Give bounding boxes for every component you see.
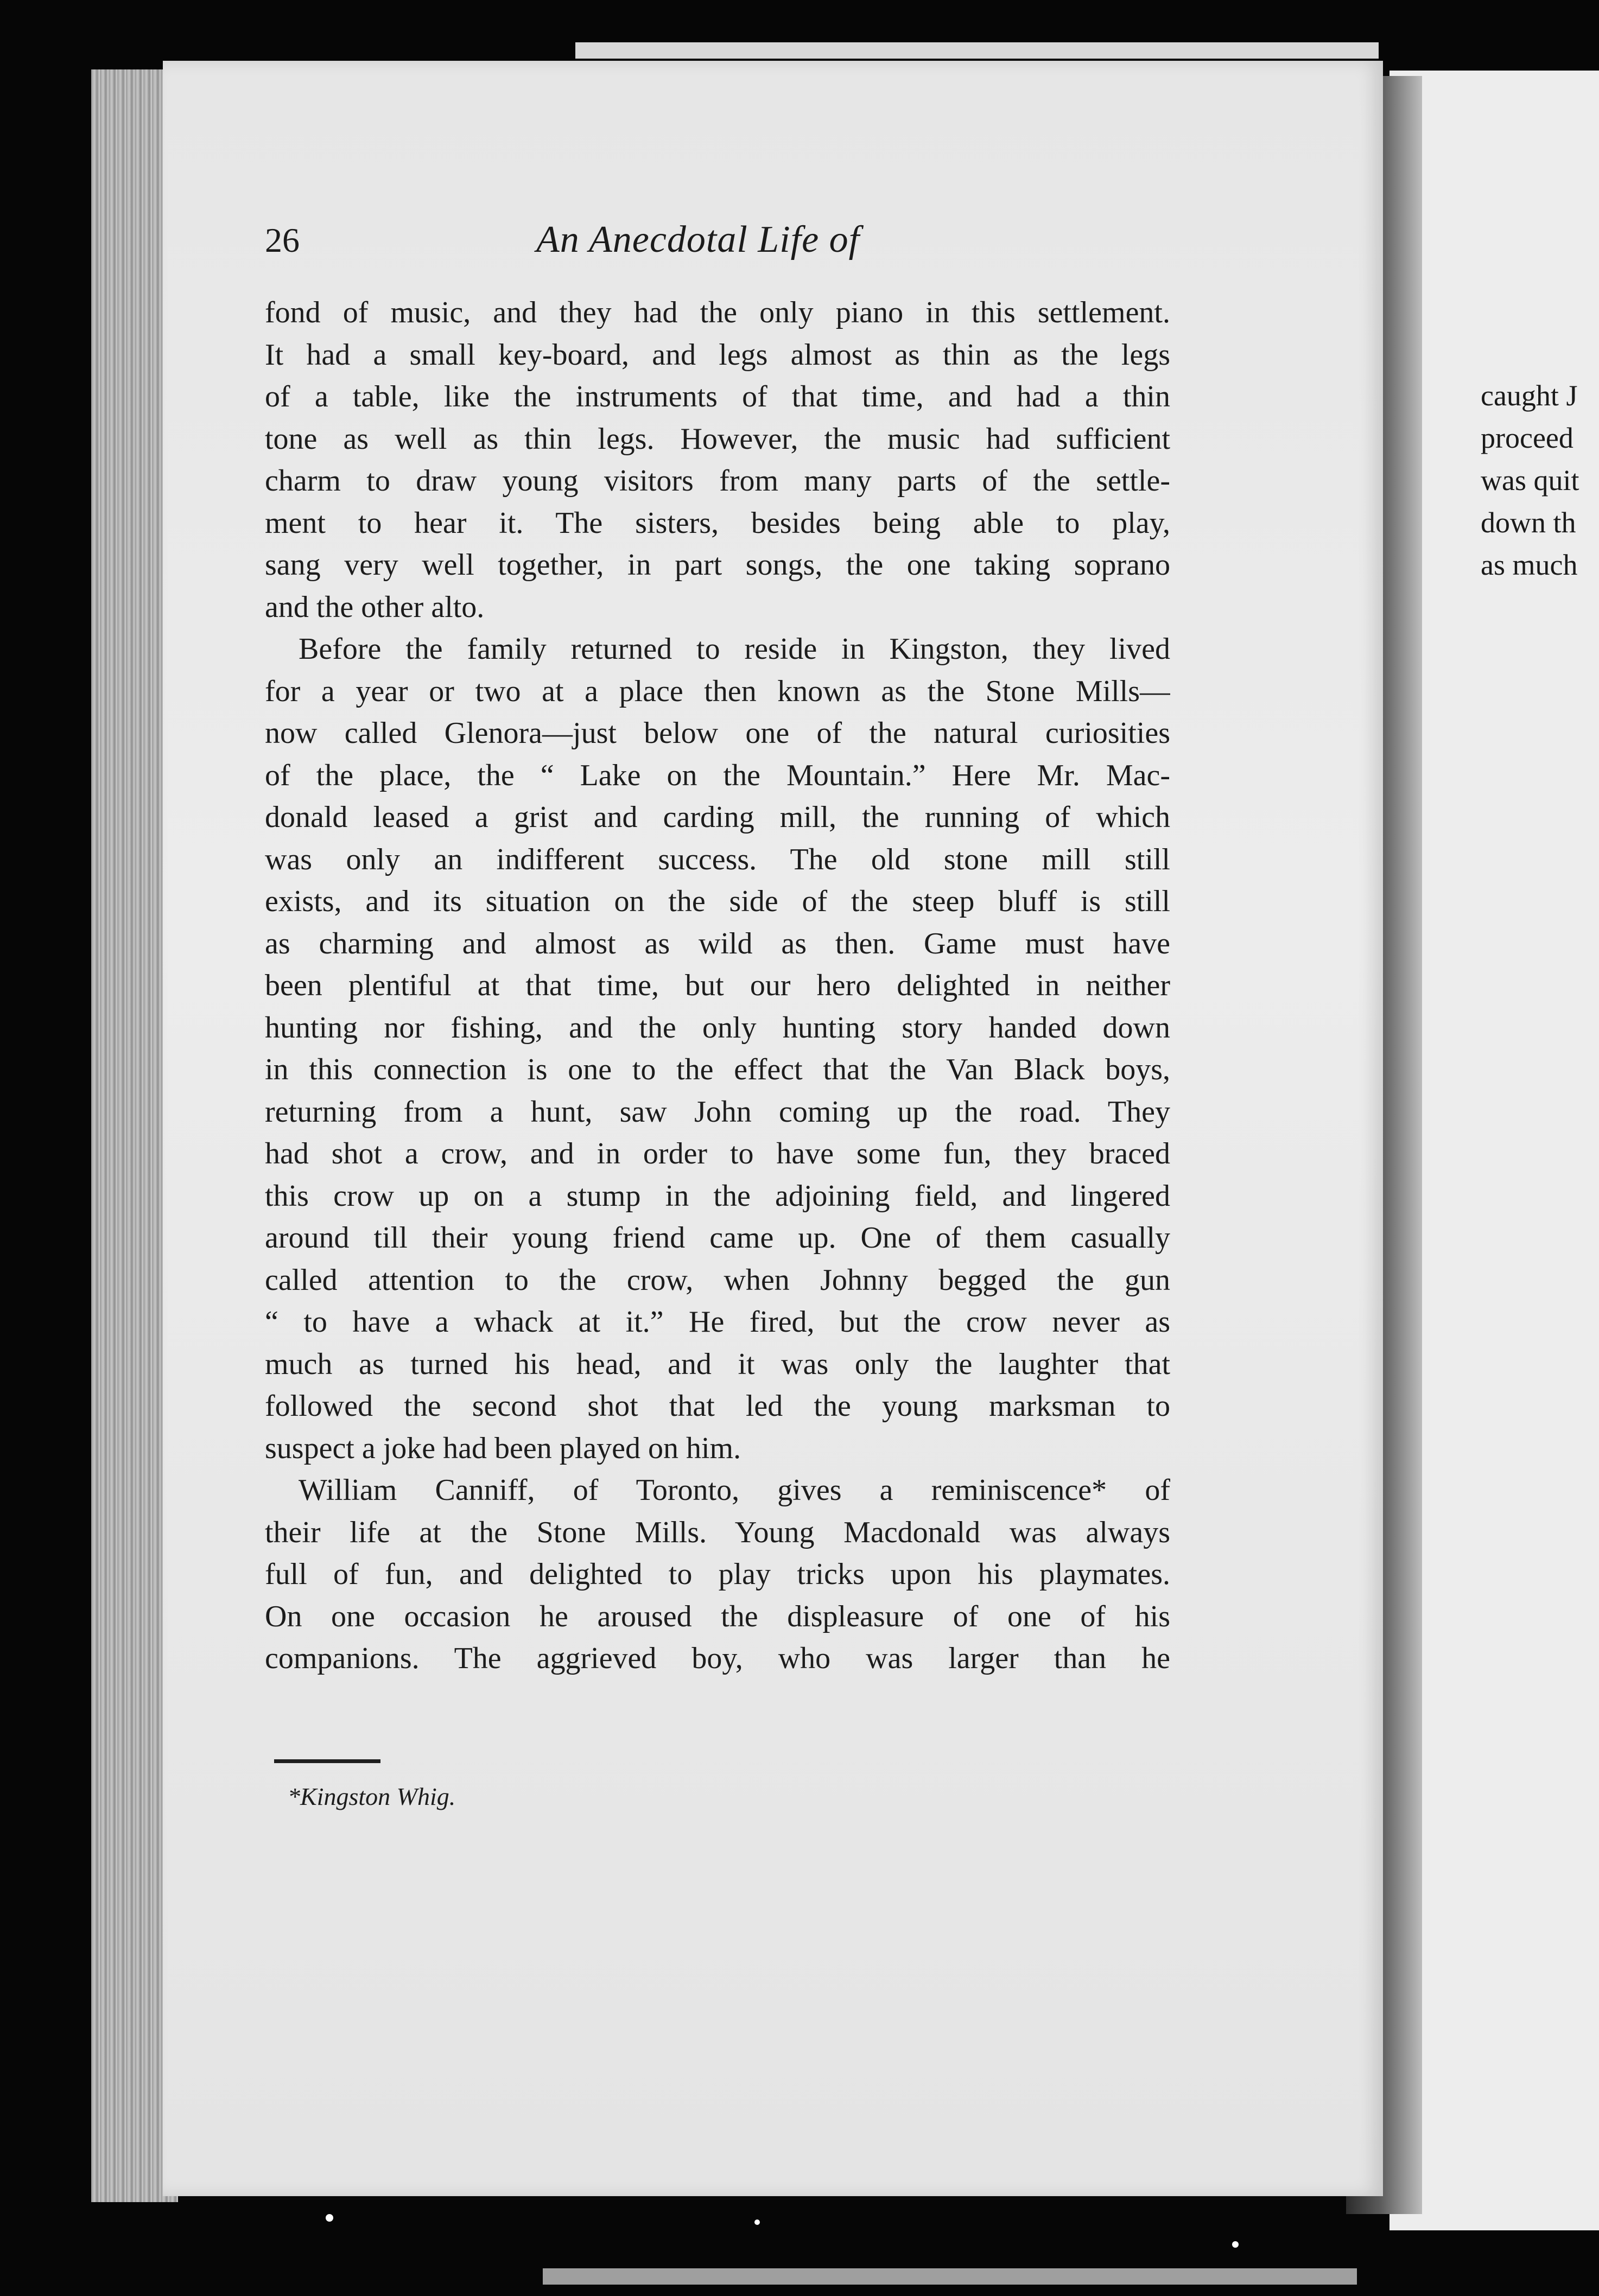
text-line: suspect a joke had been played on him. (265, 1431, 741, 1465)
running-title: An Anecdotal Life of (536, 219, 860, 260)
facing-line: proceed (1481, 422, 1573, 454)
text-line: tone as well as thin legs. However, the music had sufficient (265, 422, 1170, 456)
text-line: their life at the Stone Mills. Young Macdonald was always (265, 1515, 1170, 1549)
text-line: been plentiful at that time, but our hero delighted in neither (265, 969, 1170, 1002)
facing-line: down th (1481, 506, 1576, 539)
text-line: of the place, the “ Lake on the Mountain.” Here Mr. Mac- (265, 758, 1170, 792)
scan-speck (754, 2219, 760, 2225)
text-line: Before the family returned to reside in Kingston, they lived (299, 632, 1170, 666)
text-line: donald leased a grist and carding mill, the running of which (265, 800, 1170, 834)
text-line: much as turned his head, and it was only the laughter that (265, 1347, 1170, 1381)
text-line: fond of music, and they had the only piano in this settlement. (265, 296, 1170, 329)
text-line: for a year or two at a place then known as the Stone Mills— (265, 674, 1170, 708)
scan-speck (1232, 2241, 1239, 2248)
body-text (265, 292, 1170, 1680)
page-header (265, 216, 1188, 265)
page-top-edge (575, 42, 1379, 59)
facing-line: caught J (1481, 379, 1578, 412)
facing-page-text (1481, 374, 1599, 586)
footnote-rule (274, 1759, 380, 1763)
text-line: followed the second shot that led the young marksman to (265, 1389, 1170, 1423)
text-line: and the other alto. (265, 590, 485, 624)
text-line: On one occasion he aroused the displeasure of one of his (265, 1599, 1170, 1633)
text-line: was only an indifferent success. The old stone mill still (265, 842, 1170, 876)
scan-speck (326, 2214, 333, 2222)
facing-line: as much (1481, 549, 1578, 581)
text-line: of a table, like the instruments of that time, and had a thin (265, 380, 1170, 414)
text-line: in this connection is one to the effect that the Van Black boys, (265, 1053, 1170, 1086)
text-line: returning from a hunt, saw John coming up the road. They (265, 1095, 1170, 1129)
text-line: this crow up on a stump in the adjoining field, and lingered (265, 1179, 1170, 1213)
text-line: around till their young friend came up. One of them casually (265, 1221, 1170, 1255)
footnote: *Kingston Whig. (288, 1783, 456, 1810)
text-line: It had a small key-board, and legs almost as thin as the legs (265, 338, 1170, 372)
text-line: sang very well together, in part songs, the one taking soprano (265, 548, 1170, 582)
text-line: ment to hear it. The sisters, besides being able to play, (265, 506, 1170, 540)
page-number: 26 (265, 221, 300, 259)
facing-line: was quit (1481, 464, 1579, 497)
text-line: exists, and its situation on the side of the steep bluff is still (265, 885, 1170, 918)
text-line: companions. The aggrieved boy, who was larger than he (265, 1642, 1170, 1675)
text-line: as charming and almost as wild as then. Game must have (265, 926, 1170, 961)
text-line: called attention to the crow, when Johnny begged the gun (265, 1263, 1170, 1297)
text-line: had shot a crow, and in order to have some fun, they braced (265, 1137, 1170, 1171)
text-line: William Canniff, of Toronto, gives a reminiscence* of (299, 1473, 1170, 1507)
text-line: hunting nor fishing, and the only hunting story handed down (265, 1010, 1170, 1045)
text-line: charm to draw young visitors from many parts of the settle- (265, 464, 1170, 498)
text-line: full of fun, and delighted to play tricks upon his playmates. (265, 1557, 1170, 1591)
text-line: “ to have a whack at it.” He fired, but the crow never as (265, 1305, 1170, 1339)
text-line: now called Glenora—just below one of the natural curiosities (265, 716, 1170, 750)
page-bottom-edge (543, 2268, 1357, 2285)
